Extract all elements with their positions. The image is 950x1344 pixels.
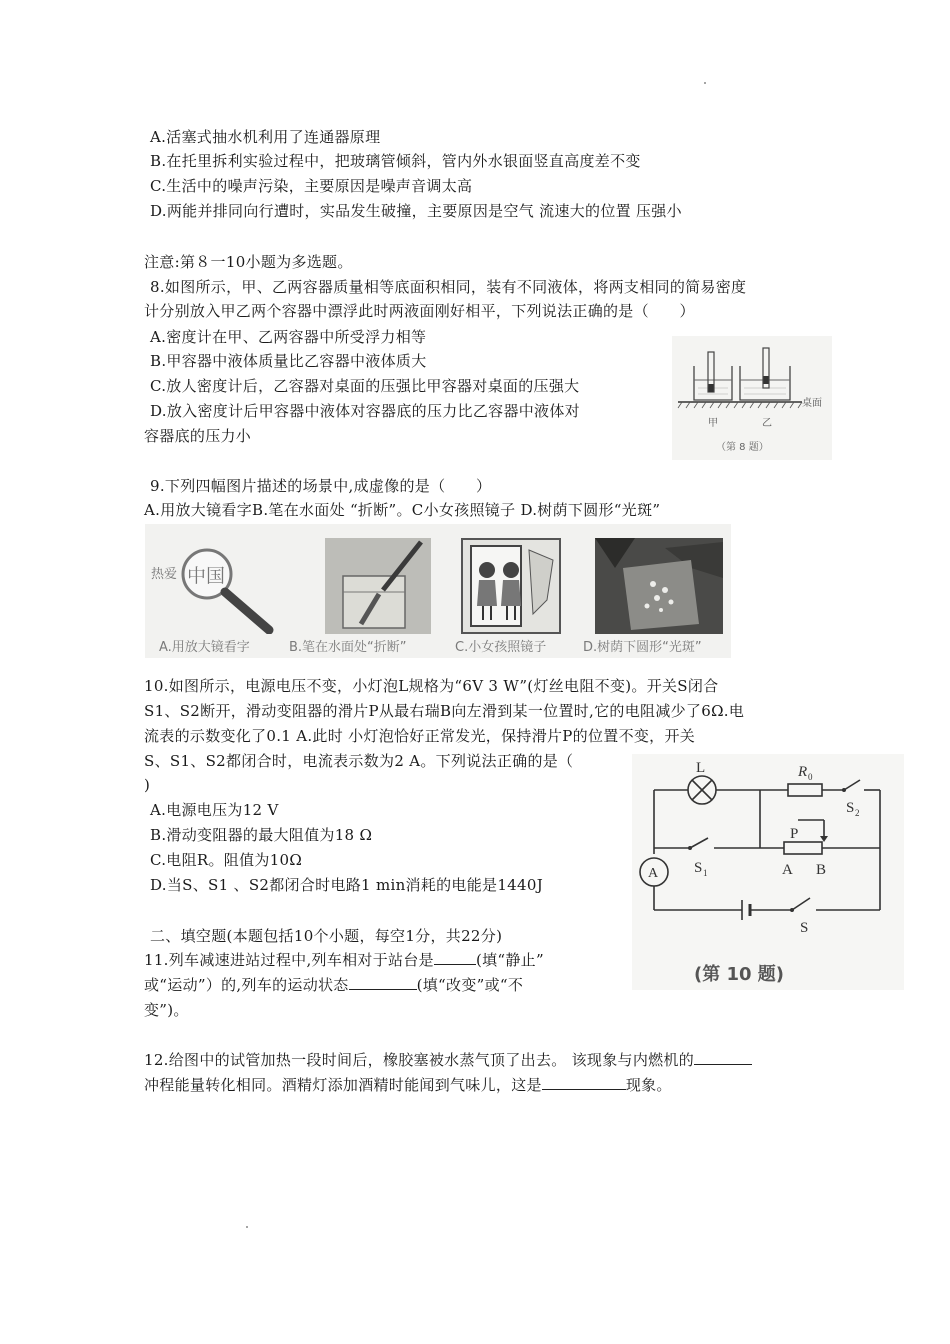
- q10-label-B: B: [816, 862, 827, 878]
- q11-line3: 变”)。: [144, 1001, 189, 1019]
- q10-option-c: C.电阻R。阻值为10Ω: [150, 851, 303, 869]
- q10-ammeter-label: A: [648, 866, 659, 881]
- q8-figure: [672, 336, 832, 460]
- q10-caption: (第 10 题): [694, 964, 785, 985]
- section2-title: 二、填空题(本题包括10个小题，每空1分，共22分): [150, 927, 503, 945]
- q10-label-S1: S: [694, 860, 703, 876]
- q10-label-P: P: [790, 826, 799, 842]
- q11-text-4: (填“改变”或“不: [416, 976, 524, 994]
- q10-label-S: S: [800, 920, 809, 936]
- q10-stem-line1: 10.如图所示，电源电压不变，小灯泡L规格为“6V 3 W”(灯丝电阻不变)。开关S闭合: [144, 677, 719, 695]
- q10-label-S1-sub: 1: [703, 868, 708, 878]
- q10-label-L: L: [696, 760, 706, 776]
- q9-photo-strip: [145, 524, 731, 658]
- q7-option-a: A.活塞式抽水机利用了连通器原理: [150, 128, 381, 146]
- q7-option-c: C.生活中的噪声污染，主要原因是噪声音调太高: [150, 177, 473, 195]
- q8-caption: （第 8 题）: [716, 442, 769, 453]
- q12-blank-2[interactable]: [542, 1075, 626, 1090]
- photo-a-text-lens: 中国: [187, 565, 226, 587]
- q9-caption-b: B.笔在水面处“折断”: [289, 640, 407, 655]
- q12-text-1: 12.给图中的试管加热一段时间后，橡胶塞被水蒸气顶了出去。 该现象与内燃机的: [144, 1051, 695, 1069]
- photo-a-text-left: 热爱: [151, 567, 178, 582]
- q10-label-S2: S: [846, 800, 855, 816]
- q9-caption-d: D.树荫下圆形“光斑”: [583, 640, 702, 655]
- q10-option-d: D.当S、S1 、S2都闭合时电路1 min消耗的电能是1440J: [150, 876, 544, 894]
- q10-stem-line4: S、S1、S2都闭合时，电流表示数为2 A。下列说法正确的是（: [144, 752, 574, 770]
- q11-blank-1[interactable]: [434, 950, 476, 965]
- q12-text-2: 冲程能量转化相同。酒精灯添加酒精时能闻到气味儿，这是: [144, 1076, 542, 1094]
- q10-stem-line2: S1、S2断开，滑动变阻器的滑片P从最右瑞B向左滑到某一位置时,它的电阻减少了6Ω.电: [144, 702, 745, 720]
- q9-options-line: A.用放大镜看字B.笔在水面处 “折断”。C小女孩照镜子 D.树荫下圆形“光斑”: [144, 501, 661, 519]
- q11-text-1: 11.列车减速进站过程中,列车相对于站台是: [144, 951, 434, 969]
- scan-dot: [704, 82, 706, 84]
- photo-a-magnifier: [145, 538, 295, 634]
- q10-stem-line5: ): [144, 776, 151, 794]
- q8-label-desk: 桌面: [802, 398, 822, 409]
- q10-label-S2-sub: 2: [855, 808, 860, 818]
- scan-dot: [246, 1226, 248, 1228]
- q7-option-b: B.在托里拆利实验过程中，把玻璃管倾斜，管内外水银面竖直高度差不变: [150, 152, 641, 170]
- q8-stem-line2: 计分别放入甲乙两个容器中漂浮此时两液面刚好相平，下列说法正确的是（ ）: [144, 302, 695, 320]
- q8-option-d: D.放入密度计后甲容器中液体对容器底的压力比乙容器中液体对: [150, 402, 580, 420]
- q12-line2: [144, 1075, 672, 1095]
- q8-option-c: C.放人密度计后，乙容器对桌面的压强比甲容器对桌面的压强大: [150, 377, 580, 395]
- photo-b-pencil-in-water: [325, 538, 431, 634]
- q7-option-d: D.两能并排同向行遭时，实品发生破撞，主要原因是空气 流速大的位置 压强小: [150, 202, 682, 220]
- q10-option-b: B.滑动变阻器的最大阻值为18 Ω: [150, 826, 373, 844]
- q8-label-yi: 乙: [762, 418, 772, 429]
- q8-option-a: A.密度计在甲、乙两容器中所受浮力相等: [150, 328, 427, 346]
- q11-blank-2[interactable]: [349, 975, 417, 990]
- q10-option-a: A.电源电压为12 V: [150, 801, 279, 819]
- q8-stem-line1: 8.如图所示，甲、乙两容器质量相等底面积相同，装有不同液体，将两支相同的简易密度: [150, 278, 747, 296]
- q9-caption-a: A.用放大镜看字: [159, 640, 250, 655]
- q9-caption-c: C.小女孩照镜子: [455, 640, 547, 655]
- photo-d-light-spots: [595, 538, 723, 634]
- photo-c-girl-mirror: [461, 538, 561, 634]
- q10-label-R0: R: [798, 764, 808, 780]
- q12-text-3: 现象。: [625, 1076, 672, 1094]
- q10-stem-line3: 流表的示数变化了0.1 A.此时 小灯泡恰好正常发光，保持滑片P的位置不变，开关: [144, 727, 696, 745]
- q12-blank-1[interactable]: [694, 1050, 752, 1065]
- multi-choice-note: 注意:第８一10小题为多选题。: [144, 253, 353, 271]
- q12-line1: [144, 1050, 752, 1070]
- q9-stem: 9.下列四幅图片描述的场景中,成虚像的是（ ）: [150, 477, 492, 495]
- q8-option-b: B.甲容器中液体质量比乙容器中液体质大: [150, 352, 427, 370]
- q11-line2: [144, 975, 523, 995]
- q11-text-3: 或“运动”）的,列车的运动状态: [144, 976, 349, 994]
- q11-text-2: (填“静止”: [475, 951, 544, 969]
- q10-label-R0-sub: 0: [808, 772, 813, 782]
- q10-circuit-figure: [632, 754, 904, 990]
- q11-line1: [144, 950, 544, 970]
- q8-option-d-cont: 容器底的压力小: [144, 427, 252, 445]
- q10-label-A: A: [782, 862, 793, 878]
- q8-label-jia: 甲: [708, 418, 718, 429]
